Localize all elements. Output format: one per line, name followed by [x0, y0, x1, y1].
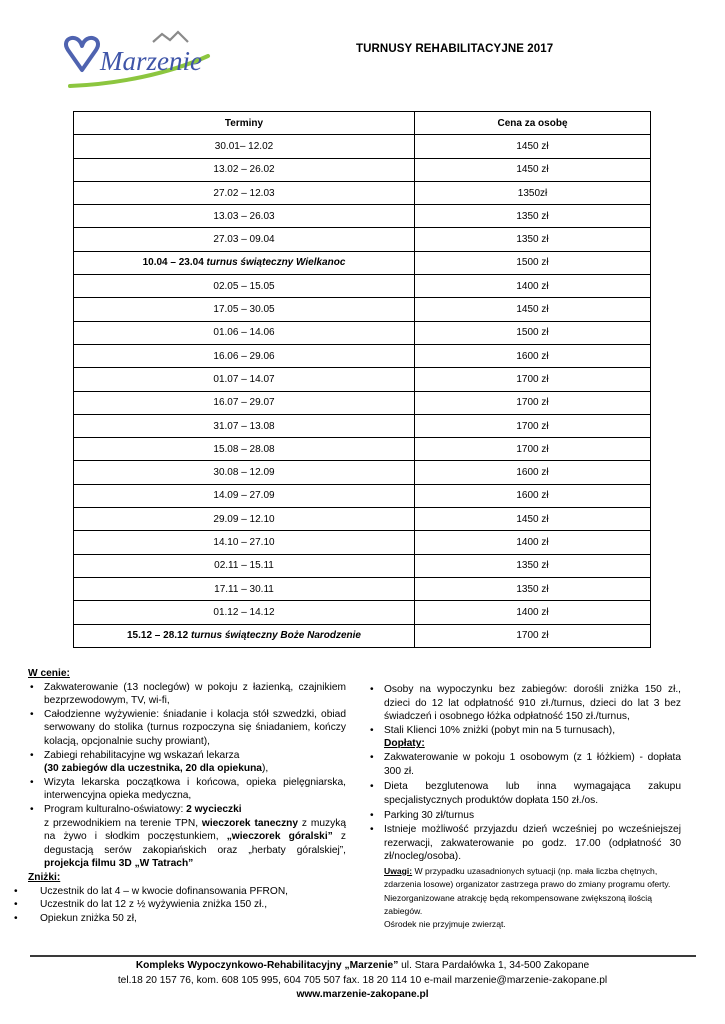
list-item: • Istnieje możliwość przyjazdu dzień wcześniej po wcześniejszej rezerwacji, zakwaterowanie po godz. 17.00 (odpłatność 30 zł/nocleg/osoba).	[370, 823, 681, 863]
list-item: • Uczestnik do lat 4 – w kwocie dofinansowania PFRON,	[14, 885, 289, 897]
table-row	[74, 181, 651, 204]
price-cell: 1700 zł	[415, 368, 651, 391]
term-cell: 17.11 – 30.11	[74, 577, 415, 600]
term-cell: 16.06 – 29.06	[74, 344, 415, 367]
price-cell: 1400 zł	[415, 275, 651, 298]
term-cell: 13.03 – 26.03	[74, 205, 415, 228]
table-row	[74, 321, 651, 344]
column-header-price: Cena za osobę	[415, 112, 651, 135]
table-row	[74, 205, 651, 228]
bullet-icon: •	[30, 803, 34, 815]
table-row	[74, 461, 651, 484]
contact-info: tel.18 20 157 76, kom. 608 105 995, 604 705 507 fax. 18 20 114 10 e-mail marzenie@marzenie-zakopane.pl	[117, 974, 608, 986]
table-row	[74, 368, 651, 391]
bullet-icon: •	[30, 776, 34, 788]
extras-heading: Dopłaty:	[384, 738, 425, 750]
table-row	[74, 624, 651, 647]
table-header-row	[74, 112, 651, 135]
term-cell: 02.11 – 15.11	[74, 554, 415, 577]
term-cell: 15.08 – 28.08	[74, 438, 415, 461]
table-row	[74, 391, 651, 414]
table-row	[74, 508, 651, 531]
price-cell: 1450 zł	[415, 508, 651, 531]
list-item: • Zakwaterowanie w pokoju 1 osobowym (z 1 łóżkiem) - dopłata 300 zł.	[370, 751, 681, 777]
table-row	[74, 531, 651, 554]
column-header-terms: Terminy	[74, 112, 415, 135]
price-cell: 1400 zł	[415, 531, 651, 554]
price-cell: 1350 zł	[415, 205, 651, 228]
term-cell: 02.05 – 15.05	[74, 275, 415, 298]
term-cell: 01.12 – 14.12	[74, 601, 415, 624]
price-cell: 1400 zł	[415, 601, 651, 624]
term-cell: 01.07 – 14.07	[74, 368, 415, 391]
list-item: • Dieta bezglutenowa lub inna wymagająca zakupu specjalistycznych produktów dopłata 150 zł./os.	[370, 781, 681, 806]
bullet-icon: •	[14, 885, 18, 897]
list-item: • Wizyta lekarska początkowa i końcowa, opieka pielęgniarska, interwencyjna opieka medyczna,	[30, 776, 346, 802]
table-row	[74, 438, 651, 461]
table-row	[74, 228, 651, 251]
bullet-icon: •	[30, 708, 34, 720]
list-item: • Osoby na wypoczynku bez zabiegów: dorośli zniżka 150 zł., dzieci do 12 lat odpłatność 910 zł./turnus, dzieci do lat 3 bez świadczeń i osobnego łóżka odpłatność 150 zł./turnus,	[370, 684, 681, 723]
table-row	[74, 601, 651, 624]
price-cell: 1600 zł	[415, 461, 651, 484]
price-cell: 1700 zł	[415, 414, 651, 437]
table-row	[74, 344, 651, 367]
logo	[58, 30, 218, 90]
schedule-table	[73, 111, 651, 648]
bullet-icon: •	[370, 684, 374, 695]
term-cell: 31.07 – 13.08	[74, 414, 415, 437]
list-item: • Program kulturalno-oświatowy: 2 wycieczki z przewodnikiem na terenie TPN, wieczorek taneczny z muzyką na żywo i słodkim poczęstunkiem, „wieczorek góralski” z degustacją serów zakopiańskich oraz „herbaty góralskiej”, projekcja filmu 3D „W Tatrach”	[30, 803, 346, 870]
price-cell: 1500 zł	[415, 321, 651, 344]
price-cell: 1350 zł	[415, 554, 651, 577]
bullet-icon: •	[370, 781, 374, 793]
price-cell: 1450 zł	[415, 135, 651, 158]
term-cell: 14.10 – 27.10	[74, 531, 415, 554]
page-title: TURNUSY REHABILITACYJNE 2017	[356, 43, 554, 55]
term-cell: 29.09 – 12.10	[74, 508, 415, 531]
bullet-icon: •	[14, 899, 18, 911]
company-name: Kompleks Wypoczynkowo-Rehabilitacyjny „Marzenie”	[135, 960, 399, 971]
list-item: • Zabiegi rehabilitacyjne wg wskazań lekarza (30 zabiegów dla uczestnika, 20 dla opiekuna),	[30, 749, 269, 775]
discounts-heading: Zniżki:	[28, 871, 61, 883]
list-item: • Uczestnik do lat 12 z ½ wyżywienia zniżka 150 zł.,	[14, 899, 268, 911]
list-item: • Opiekun zniżka 50 zł,	[14, 912, 137, 924]
logo-graphic	[58, 30, 218, 90]
table-row	[74, 554, 651, 577]
price-cell: 1350zł	[415, 181, 651, 204]
list-item: • Zakwaterowanie (13 noclegów) w pokoju z łazienką, czajnikiem bezprzewodowym, TV, wi-fi,	[30, 681, 346, 707]
company-address: ul. Stara Pardałówka 1, 34-500 Zakopane	[398, 960, 590, 971]
price-cell: 1600 zł	[415, 344, 651, 367]
table-row	[74, 135, 651, 158]
heart-mark	[66, 38, 98, 70]
left-column	[14, 667, 346, 925]
term-cell: 30.08 – 12.09	[74, 461, 415, 484]
term-cell: 30.01– 12.02	[74, 135, 415, 158]
list-item: • Stali Klienci 10% zniżki (pobyt min na 5 turnusach),	[370, 724, 616, 736]
term-cell: 14.09 – 27.09	[74, 484, 415, 507]
table-row	[74, 298, 651, 321]
term-cell: 13.02 – 26.02	[74, 158, 415, 181]
price-cell: 1450 zł	[415, 158, 651, 181]
footer	[0, 959, 725, 1003]
notes-label: Uwagi:	[384, 865, 413, 876]
table-row	[74, 275, 651, 298]
term-cell: 27.03 – 09.04	[74, 228, 415, 251]
price-cell: 1600 zł	[415, 484, 651, 507]
term-cell: 15.12 – 28.12 turnus świąteczny Boże Narodzenie	[74, 624, 415, 647]
mountain-mark	[153, 32, 188, 42]
bullet-icon: •	[370, 810, 374, 822]
term-cell: 10.04 – 23.04 turnus świąteczny Wielkanoc	[74, 251, 415, 274]
term-cell: 01.06 – 14.06	[74, 321, 415, 344]
list-item: • Całodzienne wyżywienie: śniadanie i kolacja stół szwedzki, obiad serwowany do stolika (turnus rozpoczyna się śniadaniem, kończy kolacją, opcjonalnie suchy prowiant),	[30, 708, 346, 747]
price-cell: 1350 zł	[415, 577, 651, 600]
bullet-icon: •	[370, 724, 374, 736]
bullet-icon: •	[14, 912, 18, 924]
price-cell: 1700 zł	[415, 438, 651, 461]
list-item: • Parking 30 zł/turnus	[370, 810, 475, 822]
table-row	[74, 251, 651, 274]
schedule-body	[74, 135, 651, 648]
term-cell: 16.07 – 29.07	[74, 391, 415, 414]
bullet-icon: •	[370, 751, 374, 763]
bullet-icon: •	[370, 823, 374, 835]
included-heading: W cenie:	[28, 668, 70, 679]
bullet-icon: •	[30, 749, 34, 761]
footer-divider	[30, 955, 696, 957]
price-cell: 1500 zł	[415, 251, 651, 274]
bullet-icon: •	[30, 681, 34, 693]
pets-note: Ośrodek nie przyjmuje zwierząt.	[384, 919, 506, 930]
table-row	[74, 484, 651, 507]
table-row	[74, 414, 651, 437]
price-cell: 1700 zł	[415, 391, 651, 414]
notes: Uwagi: W przypadku uzasadnionych sytuacji (np. mała liczba chętnych, zdarzenia losowe) organizator zastrzega prawo do zmiany programu oferty. Niezorganizowane atrakcję będą rekompensowane zwiększoną ilością zabiegów. Ośrodek nie przyjmuje zwierząt.	[384, 865, 671, 930]
price-cell: 1450 zł	[415, 298, 651, 321]
table-row	[74, 577, 651, 600]
price-cell: 1700 zł	[415, 624, 651, 647]
logo-wordmark: Marzenie	[100, 46, 202, 76]
table-row	[74, 158, 651, 181]
term-cell: 17.05 – 30.05	[74, 298, 415, 321]
price-cell: 1350 zł	[415, 228, 651, 251]
website-link[interactable]: www.marzenie-zakopane.pl	[296, 989, 429, 1000]
right-column	[368, 683, 681, 932]
term-cell: 27.02 – 12.03	[74, 181, 415, 204]
